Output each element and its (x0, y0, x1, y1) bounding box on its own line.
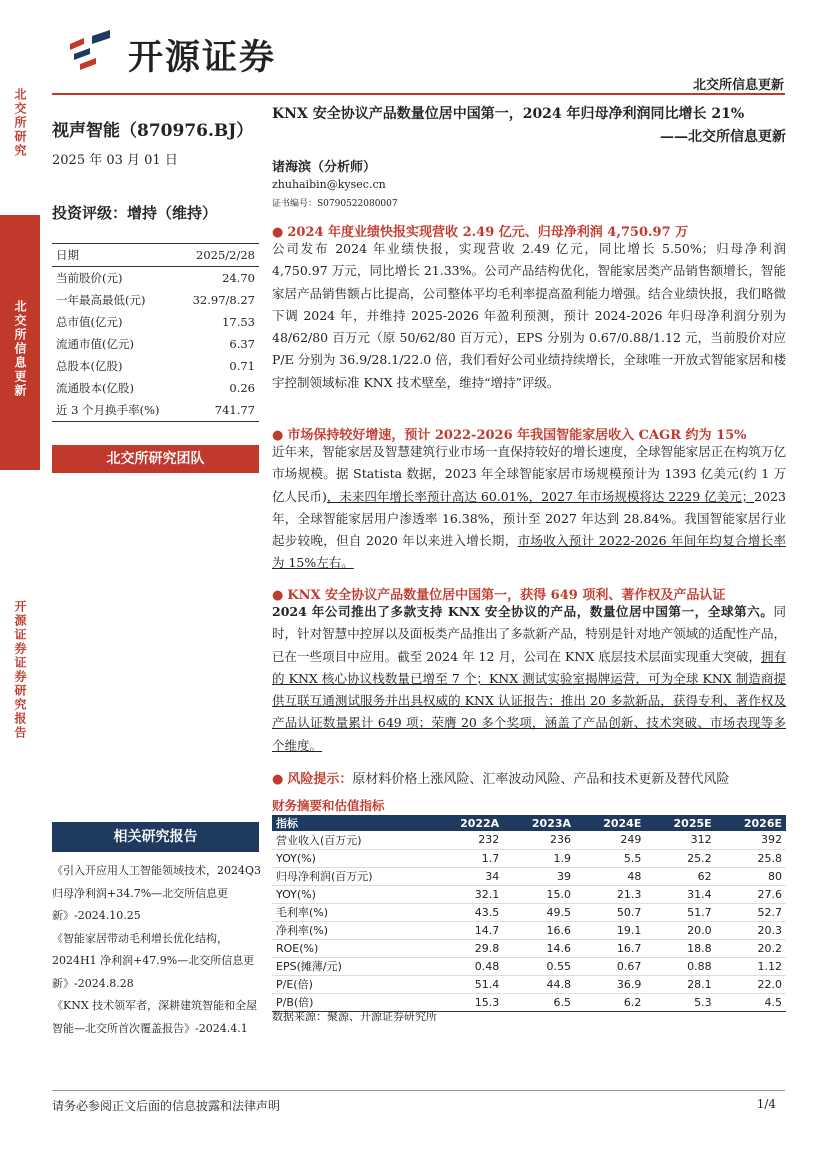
section-heading: ● 2024 年度业绩快报实现营收 2.49 亿元、归母净利润 4,750.97 万 (272, 225, 689, 240)
analyst-name: 诸海滨（分析师） (272, 160, 377, 175)
bullet-icon: ● (272, 225, 284, 240)
related-report-item[interactable]: 《智能家居带动毛利增长优化结构，2024H1 净利润+47.9%—北交所信息更新》-2024.8.28 (52, 931, 255, 990)
fin-value: 0.55 (503, 957, 575, 975)
fin-value: 51.7 (645, 903, 715, 921)
report-title: KNX 安全协议产品数量位居中国第一，2024 年归母净利润同比增长 21% (272, 106, 745, 122)
stock-info-row (52, 333, 259, 355)
fin-value: 1.7 (431, 849, 503, 867)
fin-metric-label: 净利率(%) (272, 921, 431, 939)
fin-header-cell: 2022A (431, 815, 503, 831)
fin-value: 20.2 (716, 939, 786, 957)
fin-header-cell: 2024E (575, 815, 645, 831)
stock-info-row (52, 377, 259, 399)
fin-value: 80 (716, 867, 786, 885)
fin-value: 48 (575, 867, 645, 885)
fin-value: 6.5 (503, 993, 575, 1011)
fin-value: 5.5 (575, 849, 645, 867)
financial-summary-table (272, 815, 786, 1012)
fin-value: 20.0 (645, 921, 715, 939)
footer-disclaimer: 请务必参阅正文后面的信息披露和法律声明 (52, 1099, 281, 1113)
fin-metric-label: YOY(%) (272, 849, 431, 867)
stock-info-value: 6.37 (229, 337, 255, 351)
fin-row (272, 831, 786, 849)
fin-value: 32.1 (431, 885, 503, 903)
fin-value: 43.5 (431, 903, 503, 921)
investment-rating: 投资评级：增持（维持） (52, 204, 218, 222)
fin-metric-label: 归母净利润(百万元) (272, 867, 431, 885)
fin-value: 1.9 (503, 849, 575, 867)
stock-info-value: 24.70 (222, 271, 255, 285)
fin-metric-label: YOY(%) (272, 885, 431, 903)
financial-table-title: 财务摘要和估值指标 (272, 798, 385, 813)
fin-value: 25.8 (716, 849, 786, 867)
stock-info-row (52, 311, 259, 333)
fin-row (272, 849, 786, 867)
related-report-item[interactable]: 《KNX 技术领军者，深耕建筑智能和全屋智能—北交所首次覆盖报告》-2024.4.1 (52, 999, 258, 1035)
related-reports-banner: 相关研究报告 (52, 822, 259, 852)
fin-value: 44.8 (503, 975, 575, 993)
report-category: 北交所信息更新 (692, 78, 784, 93)
side-label-top: 北交所研究 (13, 88, 27, 158)
fin-value: 21.3 (575, 885, 645, 903)
fin-metric-label: EPS(摊薄/元) (272, 957, 431, 975)
fin-value: 49.5 (503, 903, 575, 921)
fin-value: 4.5 (716, 993, 786, 1011)
stock-info-value: 17.53 (222, 315, 255, 329)
fin-value: 14.7 (431, 921, 503, 939)
stock-info-row (52, 289, 259, 311)
fin-row (272, 921, 786, 939)
fin-value: 0.67 (575, 957, 645, 975)
fin-header-cell: 2023A (503, 815, 575, 831)
footer-divider (52, 1090, 785, 1091)
related-report-item[interactable]: 《引入开应用人工智能领域技术，2024Q3 归母净利润+34.7%—北交所信息更新》-2024.10.25 (52, 864, 262, 922)
fin-value: 19.1 (575, 921, 645, 939)
stock-info-label: 当前股价(元) (56, 271, 123, 285)
fin-metric-label: 毛利率(%) (272, 903, 431, 921)
logo-icon (66, 30, 118, 72)
fin-row (272, 957, 786, 975)
fin-value: 0.48 (431, 957, 503, 975)
stock-info-label: 流通市值(亿元) (56, 337, 134, 351)
fin-value: 14.6 (503, 939, 575, 957)
stock-info-value: 2025/2/28 (179, 244, 259, 267)
fin-value: 29.8 (431, 939, 503, 957)
fin-value: 39 (503, 867, 575, 885)
fin-value: 25.2 (645, 849, 715, 867)
stock-info-label: 总市值(亿元) (56, 315, 123, 329)
bullet-icon: ● (272, 772, 284, 787)
fin-value: 52.7 (716, 903, 786, 921)
fin-value: 5.3 (645, 993, 715, 1011)
fin-value: 0.88 (645, 957, 715, 975)
fin-value: 312 (645, 831, 715, 849)
stock-info-value: 741.77 (179, 399, 259, 422)
stock-info-value: 0.71 (229, 359, 255, 373)
fin-value: 18.8 (645, 939, 715, 957)
fin-value: 27.6 (716, 885, 786, 903)
section-body: 公司发布 2024 年业绩快报，实现营收 2.49 亿元，同比增长 5.50%；归母净利润 4,750.97 万元，同比增长 21.33%。公司产品结构优化，智能家居类产品销售额增长，智能家居产品销售额占比提高，公司整体平均毛利率提高盈利能力增强。结合业绩快报，我们略微下调 2024 年，并维持 2025-2026 年盈利预测，预计 2024-2026 年归母净利润分别为 48/62/80 百万元（原 50/62/80 百万元），EPS 分别为 0.67/0.88/1.12 元，当前股价对应 P/E 分别为 36.9/28.1/22.0 倍，我们看好公司业绩持续增长，全球唯一开放式智能家居和楼宇控制领域标准 KNX 技术壁垒，维持“增持”评级。 (272, 241, 786, 390)
fin-header-cell: 2026E (716, 815, 786, 831)
company-name: 视声智能（870976.BJ） (52, 121, 254, 141)
fin-value: 249 (575, 831, 645, 849)
fin-value: 15.3 (431, 993, 503, 1011)
fin-value: 236 (503, 831, 575, 849)
fin-value: 51.4 (431, 975, 503, 993)
fin-row (272, 885, 786, 903)
fin-metric-label: P/E(倍) (272, 975, 431, 993)
fin-metric-label: P/B(倍) (272, 993, 431, 1011)
fin-value: 16.7 (575, 939, 645, 957)
stock-info-label: 日期 (52, 244, 179, 267)
fin-header-cell: 2025E (645, 815, 715, 831)
fin-value: 31.4 (645, 885, 715, 903)
fin-value: 34 (431, 867, 503, 885)
fin-value: 232 (431, 831, 503, 849)
stock-info-label: 流通股本(亿股) (56, 381, 134, 395)
fin-value: 36.9 (575, 975, 645, 993)
fin-value: 392 (716, 831, 786, 849)
stock-info-row (52, 399, 259, 422)
header-divider (52, 93, 785, 95)
fin-value: 20.3 (716, 921, 786, 939)
stock-info-row (52, 267, 259, 290)
side-label-bottom: 开源证券证券研究报告 (13, 600, 27, 740)
section-heading: ● 市场保持较好增速，预计 2022-2026 年我国智能家居收入 CAGR 约为 15% (272, 428, 747, 443)
risk-note: ● 风险提示：原材料价格上涨风险、汇率波动风险、产品和技术更新及替代风险 (272, 772, 730, 787)
page-number: 1/4 (756, 1097, 776, 1111)
fin-row (272, 939, 786, 957)
fin-value: 16.6 (503, 921, 575, 939)
fin-value: 50.7 (575, 903, 645, 921)
fin-value: 6.2 (575, 993, 645, 1011)
stock-info-label: 一年最高最低(元) (56, 293, 146, 307)
section-body: 2024 年公司推出了多款支持 KNX 安全协议的产品，数量位居中国第一，全球第六。同时，针对智慧中控屏以及面板类产品推出了多款新产品，特别是针对地产领域的适配性产品，已在一些项目中应用。截至 2024 年 12 月，公司在 KNX 底层技术层面实现重大突破，拥有的 KNX 核心协议栈数量已增至 7 个；KNX 测试实验室揭牌运营，可为全球 KNX 制造商提供互联互通测试服务并出具权威的 KNX 认证报告；推出 20 多款新品，获得专利、著作权及产品认证数量累计 649 项；荣膺 20 多个奖项，涵盖了产品创新、技术突破、市场表现等多个维度。 (272, 604, 786, 753)
fin-metric-label: 营业收入(百万元) (272, 831, 431, 849)
fin-value: 1.12 (716, 957, 786, 975)
analyst-cert: 证书编号：S0790522080007 (272, 199, 398, 209)
bullet-icon: ● (272, 588, 284, 603)
brand-name: 开源证券 (128, 38, 277, 78)
stock-info-row (52, 244, 259, 267)
stock-info-label: 近 3 个月换手率(%) (52, 399, 179, 422)
bullet-icon: ● (272, 428, 284, 443)
fin-row (272, 903, 786, 921)
fin-metric-label: ROE(%) (272, 939, 431, 957)
stock-info-value: 0.26 (229, 381, 255, 395)
report-date: 2025 年 03 月 01 日 (52, 153, 178, 168)
section-heading: ● KNX 安全协议产品数量位居中国第一，获得 649 项利、著作权及产品认证 (272, 588, 726, 603)
stock-info-table (52, 243, 259, 422)
fin-value: 15.0 (503, 885, 575, 903)
fin-header-cell: 指标 (272, 815, 431, 831)
fin-row (272, 975, 786, 993)
fin-value: 22.0 (716, 975, 786, 993)
data-source: 数据来源：聚源、开源证券研究所 (272, 1010, 437, 1023)
related-reports-list (52, 860, 264, 1040)
stock-info-value: 32.97/8.27 (192, 293, 255, 307)
team-banner: 北交所研究团队 (52, 445, 259, 473)
side-label-middle: 北交所信息更新 (13, 300, 27, 398)
section-body: 近年来，智能家居及智慧建筑行业市场一直保持较好的增长速度，全球智能家居正在构筑万亿市场规模。据 Statista 数据，2023 年全球智能家居市场规模预计为 1393 亿美元(约 1 万亿人民币)，未来四年增长率预计高达 60.01%，2027 年市场规模将达 2229 亿美元；2023 年，全球智能家居用户渗透率 16.38%，预计至 2027 年达到 28.84%。我国智能家居行业起步较晚，但自 2020 年以来进入增长期，市场收入预计 2022-2026 年间年均复合增长率为 15%左右。 (272, 444, 787, 571)
report-subtitle: ——北交所信息更新 (660, 129, 786, 145)
fin-value: 62 (645, 867, 715, 885)
fin-row (272, 867, 786, 885)
analyst-email[interactable]: zhuhaibin@kysec.cn (272, 178, 386, 191)
stock-info-row (52, 355, 259, 377)
fin-value: 28.1 (645, 975, 715, 993)
stock-info-label: 总股本(亿股) (56, 359, 123, 373)
